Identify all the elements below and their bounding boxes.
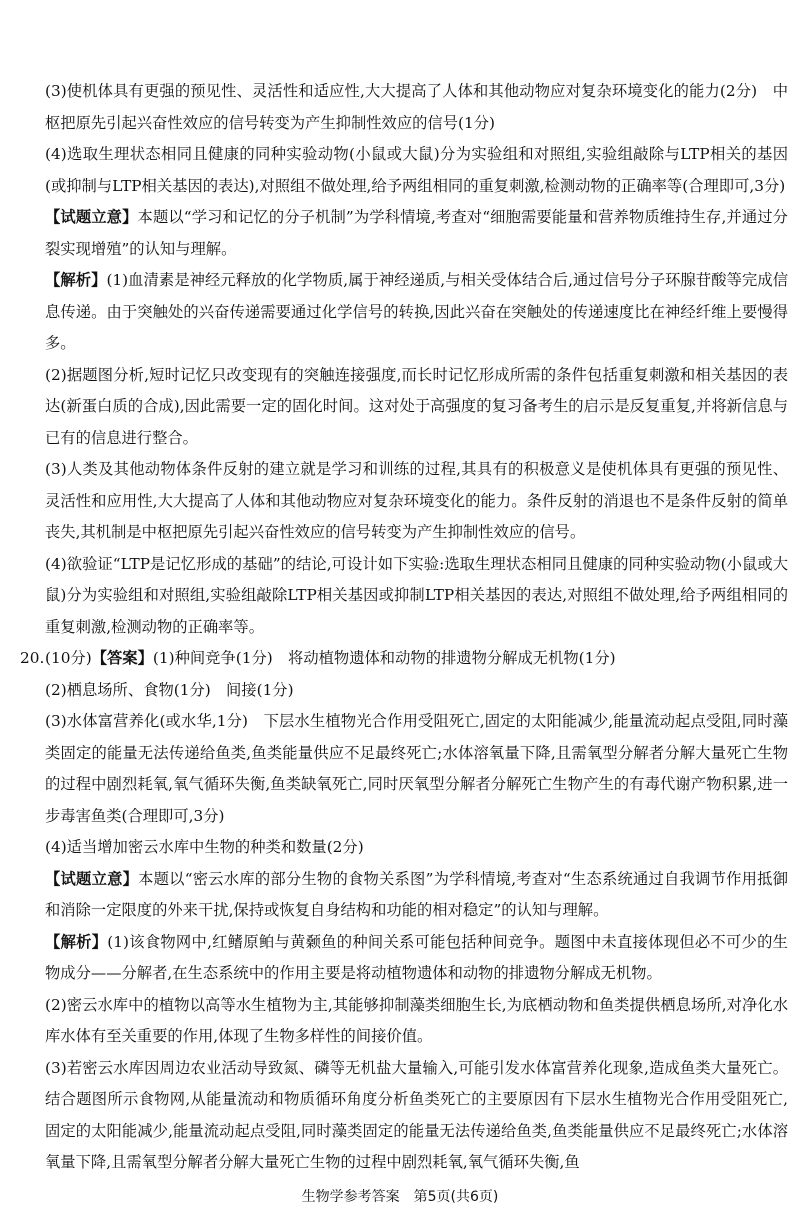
answer-text: (1)种间竞争(1分) 将动植物遗体和动物的排遗物分解成无机物(1分) xyxy=(152,649,616,667)
intent-label: 【试题立意】 xyxy=(45,869,139,888)
q19-intent xyxy=(20,202,788,265)
q19-analysis-3: (3)人类及其他动物体条件反射的建立就是学习和训练的过程,其具有的积极意义是使机体具有更强的预见性、灵活性和应用性,大大提高了人体和其他动物应对复杂环境变化的能力。条件反射的消退也不是条件反射的简单丧失,其机制是中枢把原先引起兴奋性效应的信号转变为产生抑制性效应的信号。 xyxy=(45,460,788,541)
analysis-text: (1)该食物网中,红鳍原鲌与黄颡鱼的种间关系可能包括种间竞争。题图中未直接体现但必不可少的生物成分——分解者,在生态系统中的作用主要是将动植物遗体和动物的排遗物分解成无机物。 xyxy=(45,932,788,982)
intent-label: 【试题立意】 xyxy=(45,208,138,226)
q20-answer-1 xyxy=(20,643,788,675)
q20-intent xyxy=(20,864,788,927)
q20-answer-3: (3)水体富营养化(或水华,1分) 下层水生植物光合作用受阻死亡,固定的太阳能减少,能量流动起点受阻,同时藻类固定的能量无法传递给鱼类,鱼类能量供应不足最终死亡;水体溶氧量下降,且需氧型分解者分解大量死亡生物的过程中剧烈耗氧,氧气循环失衡,鱼类缺氧死亡,同时厌氧型分解者分解死亡生物产生的有毒代谢产物积累,进一步毒害鱼类(合理即可,3分) xyxy=(45,712,788,825)
q20-answer-4: (4)适当增加密云水库中生物的种类和数量(2分) xyxy=(45,838,364,856)
q20-analysis-2: (2)密云水库中的植物以高等水生植物为主,其能够抑制藻类细胞生长,为底栖动物和鱼类提供栖息场所,对净化水库水体有至关重要的作用,体现了生物多样性的间接价值。 xyxy=(45,995,788,1045)
analysis-label: 【解析】 xyxy=(45,932,108,951)
q20-answer-2: (2)栖息场所、食物(1分) 间接(1分) xyxy=(45,680,294,699)
analysis-label: 【解析】 xyxy=(45,271,107,289)
answer-label: 【答案】 xyxy=(91,649,153,667)
analysis-text: (1)血清素是神经元释放的化学物质,属于神经递质,与相关受体结合后,通过信号分子环腺苷酸等完成信息传递。由于突触处的兴奋传递需要通过化学信号的转换,因此兴奋在突触处的传递速度比在神经纤维上要慢得多。 xyxy=(45,271,788,352)
q20-analysis-1 xyxy=(20,927,788,990)
q19-answer-4: (4)选取生理状态相同且健康的同种实验动物(小鼠或大鼠)分为实验组和对照组,实验组敲除与LTP相关的基因(或抑制与LTP相关基因的表达),对照组不做处理,给予两组相同的重复刺激,检测动物的正确率等(合理即可,3分) xyxy=(45,145,788,195)
q19-analysis-1 xyxy=(20,265,788,360)
q19-analysis-2: (2)据题图分析,短时记忆只改变现有的突触连接强度,而长时记忆形成所需的条件包括重复刺激和相关基因的表达(新蛋白质的合成),因此需要一定的固化时间。这对处于高强度的复习备考生的启示是反复重复,并将新信息与已有的信息进行整合。 xyxy=(45,365,788,447)
q19-answer-3: (3)使机体具有更强的预见性、灵活性和适应性,大大提高了人体和其他动物应对复杂环境变化的能力(2分) 中枢把原先引起兴奋性效应的信号转变为产生抑制性效应的信号(1分) xyxy=(45,82,788,132)
q19-analysis-4: (4)欲验证“LTP是记忆形成的基础”的结论,可设计如下实验:选取生理状态相同且健康的同种实验动物(小鼠或大鼠)分为实验组和对照组,实验组敲除LTP相关基因或抑制LTP相关基因的表达,对照组不做处理,给予两组相同的重复刺激,检测动物的正确率等。 xyxy=(45,554,788,636)
q20-analysis-3: (3)若密云水库因周边农业活动导致氮、磷等无机盐大量输入,可能引发水体富营养化现象,造成鱼类大量死亡。结合题图所示食物网,从能量流动和物质循环角度分析鱼类死亡的主要原因有下层水生植物光合作用受阻死亡,固定的太阳能减少,能量流动起点受阻,同时藻类固定的能量无法传递给鱼类,鱼类能量供应不足最终死亡;水体溶氧量下降,且需氧型分解者分解大量死亡生物的过程中剧烈耗氧,氧气循环失衡,鱼 xyxy=(45,1058,788,1171)
question-number: 20. xyxy=(20,649,45,667)
question-score: (10分) xyxy=(45,649,92,667)
intent-text: 本题以“密云水库的部分生物的食物关系图”为学科情境,考查对“生态系统通过自我调节作用抵御和消除一定限度的外来干扰,保持或恢复自身结构和功能的相对稳定”的认知与理解。 xyxy=(45,869,788,919)
page-footer: 生物学参考答案 第5页(共6页) xyxy=(301,1189,499,1205)
intent-text: 本题以“学习和记忆的分子机制”为学科情境,考查对“细胞需要能量和营养物质维持生存,并通过分裂实现增殖”的认知与理解。 xyxy=(45,208,788,258)
